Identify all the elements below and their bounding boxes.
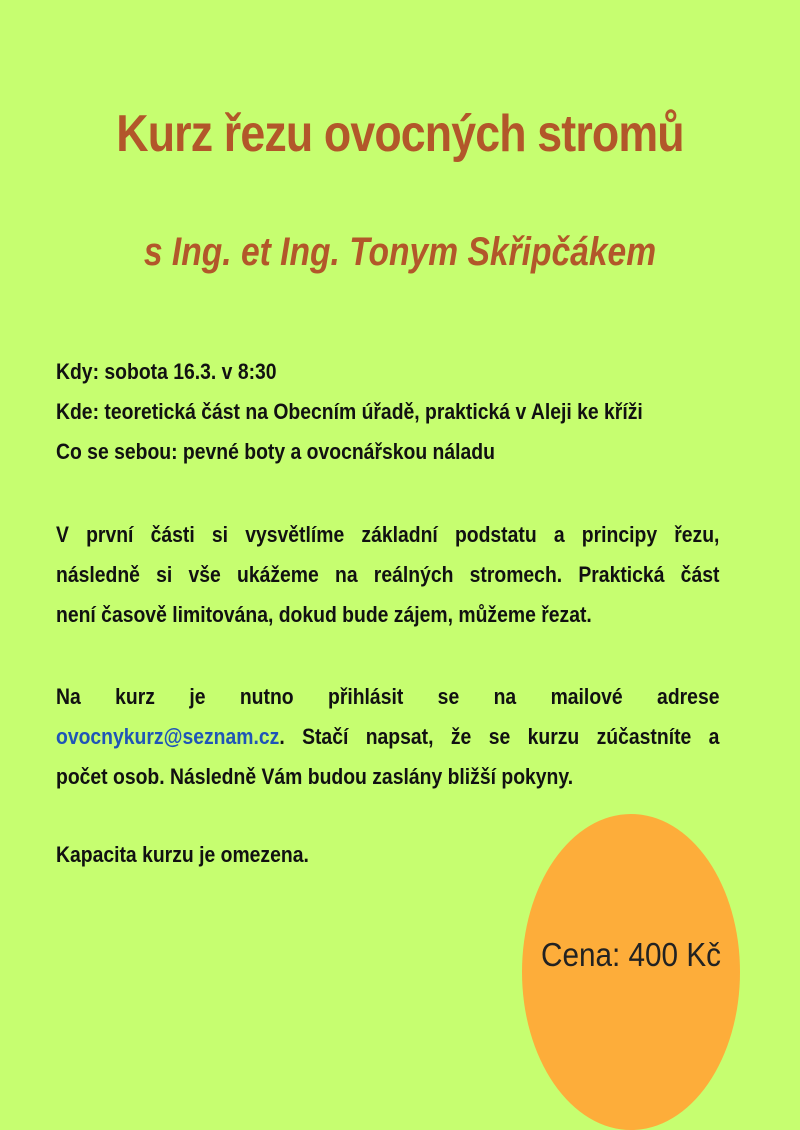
word: že xyxy=(450,724,472,749)
registration-paragraph xyxy=(56,681,720,801)
word: část xyxy=(680,562,720,587)
word: na xyxy=(334,562,358,587)
paragraph-line xyxy=(56,721,720,761)
poster-subtitle: s Ing. et Ing. Tonym Skřipčákem xyxy=(143,230,657,274)
word: si xyxy=(156,562,173,587)
email-link[interactable]: ovocnykurz@seznam.cz xyxy=(56,724,280,749)
word: podstatu xyxy=(454,522,537,547)
description-paragraph xyxy=(56,519,720,639)
word: řezu, xyxy=(674,522,720,547)
word: reálných xyxy=(373,562,454,587)
word: a xyxy=(553,522,565,547)
course-details xyxy=(56,356,726,476)
word: kurz xyxy=(115,684,155,709)
paragraph-line xyxy=(56,519,720,559)
word: kurzu xyxy=(527,724,580,749)
paragraph-line xyxy=(56,681,720,721)
word: Praktická xyxy=(578,562,665,587)
word: adrese xyxy=(657,684,720,709)
paragraph-line: není časově limitována, dokud bude zájem, můžeme řezat. xyxy=(56,602,592,627)
word: zúčastníte xyxy=(596,724,692,749)
word: Stačí xyxy=(302,724,349,749)
word: vysvětlíme xyxy=(245,522,345,547)
detail-where: Kde: teoretická část na Obecním úřadě, praktická v Aleji ke kříži xyxy=(56,399,643,424)
price-label: Cena: 400 Kč xyxy=(541,936,721,973)
word: nutno xyxy=(239,684,294,709)
word: si xyxy=(211,522,229,547)
poster-title: Kurz řezu ovocných stromů xyxy=(116,105,684,163)
capacity-note: Kapacita kurzu je omezena. xyxy=(56,842,309,867)
word: stromech. xyxy=(469,562,563,587)
word: základní xyxy=(361,522,438,547)
word: Na xyxy=(56,684,81,709)
email-punctuation: . xyxy=(279,724,285,749)
word: napsat, xyxy=(365,724,434,749)
word: ukážeme xyxy=(236,562,319,587)
word: se xyxy=(437,684,460,709)
word: a xyxy=(708,724,720,749)
word: přihlásit xyxy=(327,684,404,709)
word: principy xyxy=(581,522,658,547)
email-segment xyxy=(56,721,285,761)
word: části xyxy=(150,522,195,547)
word: se xyxy=(488,724,511,749)
word: je xyxy=(189,684,206,709)
word: V xyxy=(56,522,69,547)
word: následně xyxy=(56,562,140,587)
word: mailové xyxy=(550,684,623,709)
paragraph-line xyxy=(56,559,720,599)
word: na xyxy=(493,684,517,709)
paragraph-line: počet osob. Následně Vám budou zaslány bližší pokyny. xyxy=(56,764,574,789)
detail-when: Kdy: sobota 16.3. v 8:30 xyxy=(56,359,277,384)
detail-bring: Co se sebou: pevné boty a ovocnářskou náladu xyxy=(56,439,495,464)
word: vše xyxy=(188,562,221,587)
word: první xyxy=(86,522,134,547)
